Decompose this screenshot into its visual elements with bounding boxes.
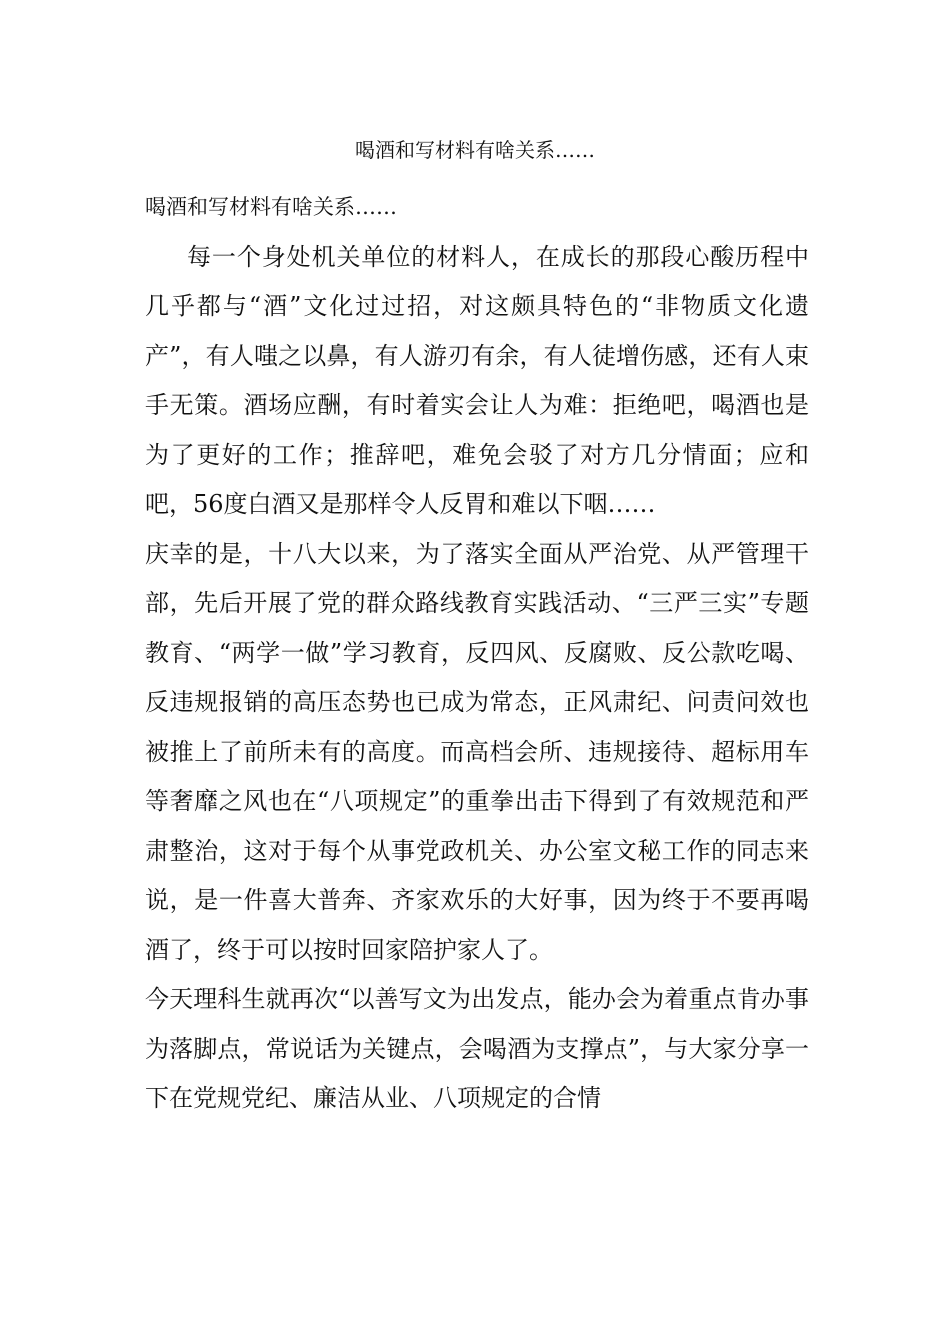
paragraph-2: 庆幸的是，十八大以来，为了落实全面从严治党、从严管理干部，先后开展了党的群众路线教育实践活动、“三严三实”专题教育、“两学一做”学习教育，反四风、反腐败、反公款吃喝、反违规报销的高压态势也已成为常态，正风肃纪、问责问效也被推上了前所未有的高度。而高档会所、违规接待、超标用车等奢靡之风也在“八项规定”的重拳出击下得到了有效规范和严肃整治，这对于每个从事党政机关、办公室文秘工作的同志来说，是一件喜大普奔、齐家欢乐的大好事，因为终于不要再喝酒了，终于可以按时回家陪护家人了。: [145, 539, 809, 964]
paragraph-3: 今天理科生就再次“以善写文为出发点，能办会为着重点肯办事为落脚点，常说话为关键点，会喝酒为支撑点”，与大家分享一下在党规党纪、廉洁从业、八项规定的合情: [145, 985, 809, 1112]
document-body: [145, 183, 809, 1124]
paragraph-1: 每一个身处机关单位的材料人，在成长的那段心酸历程中几乎都与“酒”文化过过招，对这颇具特色的“非物质文化遗产”，有人嗤之以鼻，有人游刃有余，有人徒增伤感，还有人束手无策。酒场应酬，有时着实会让人为难：拒绝吧，喝酒也是为了更好的工作；推辞吧，难免会驳了对方几分情面；应和吧，56度白酒又是那样令人反胃和难以下咽……: [145, 242, 809, 518]
document-title: 喝酒和写材料有啥关系……: [355, 138, 595, 162]
document-subtitle: 喝酒和写材料有啥关系……: [145, 195, 397, 219]
